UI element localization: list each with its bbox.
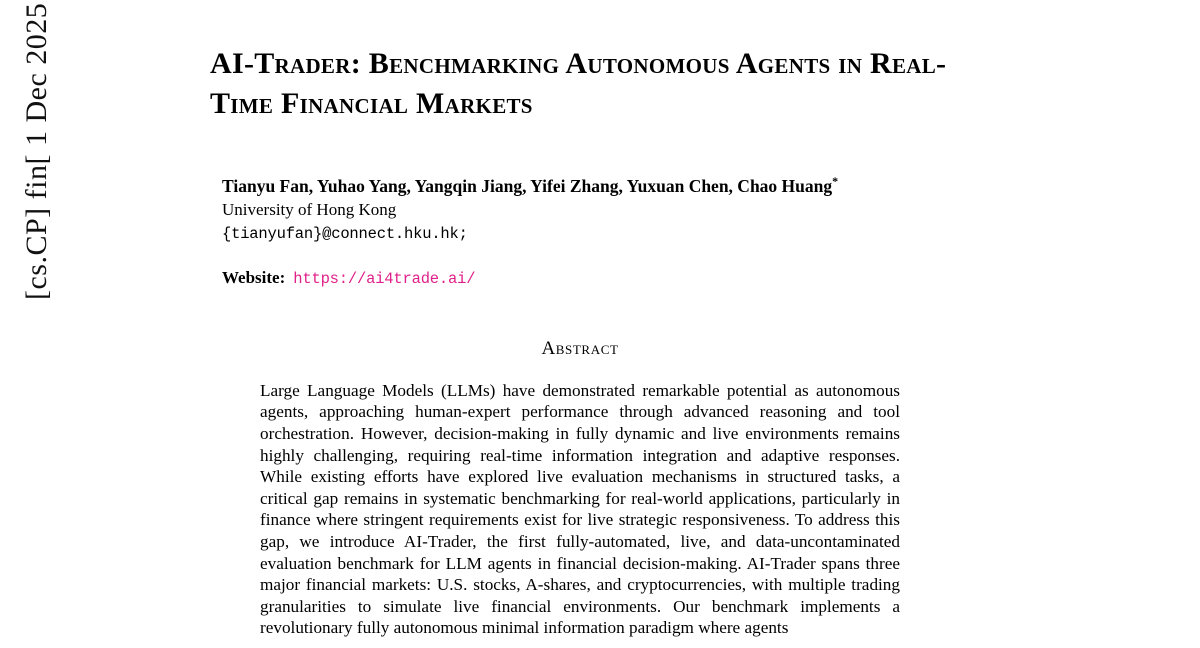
paper-page [200, 0, 960, 648]
author-block [222, 170, 938, 290]
affiliation: University of Hong Kong [222, 199, 397, 219]
contact-email: {tianyufan}@connect.hku.hk; [222, 224, 468, 243]
author-list [222, 170, 938, 197]
author-footnote-marker: * [832, 174, 839, 188]
website-row [222, 267, 938, 290]
abstract-text: Large Language Models (LLMs) have demonstrated remarkable potential as autonomous agents, approaching human-expert performance through advanced reasoning and tool orchestration. However, decision-making in fully dynamic and live environments remains highly challenging, requiring real-time information integration and adaptive responses. While existing efforts have explored live evaluation mechanisms in structured tasks, a critical gap remains in systematic benchmarking for real-world applications, particularly in finance where stringent requirements exist for live strategic responsiveness. To address this gap, we introduce AI-Trader, the first fully-automated, live, and data-uncontaminated evaluation benchmark for LLM agents in financial decision-making. AI-Trader spans three major financial markets: U.S. stocks, A-shares, and cryptocurrencies, with multiple trading granularities to simulate live financial environments. Our benchmark implements a revolutionary fully autonomous minimal information paradigm where agents [260, 380, 900, 638]
abstract-heading: Abstract [541, 337, 619, 359]
arxiv-stamp: [cs.CP] fin[ 1 Dec 2025 [20, 2, 53, 300]
page-title: AI-Trader: Benchmarking Autonomous Agents in Real-Time Financial Markets [210, 47, 947, 120]
website-link[interactable]: https://ai4trade.ai/ [293, 269, 476, 288]
author-names: Tianyu Fan, Yuhao Yang, Yangqin Jiang, Yifei Zhang, Yuxuan Chen, Chao Huang [222, 175, 833, 196]
website-label: Website: [222, 267, 286, 287]
